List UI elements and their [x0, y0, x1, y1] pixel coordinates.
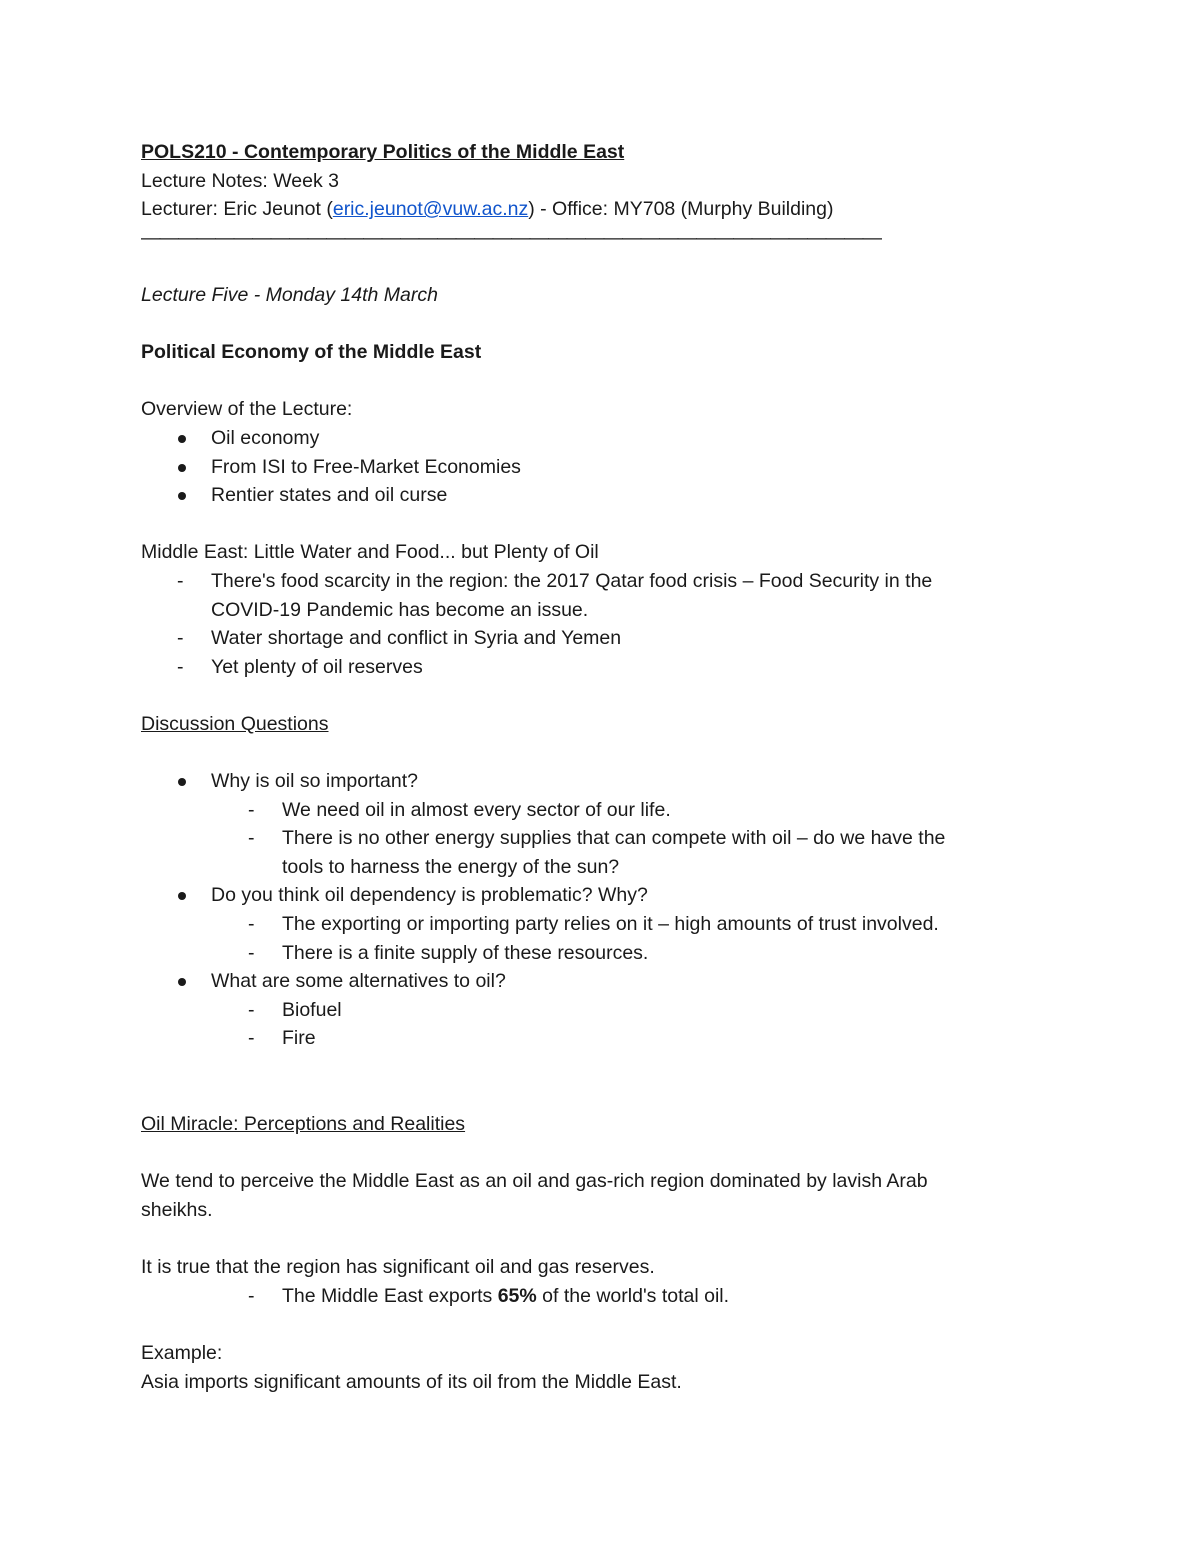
document-subtitle: Lecture Notes: Week 3 [141, 169, 339, 192]
answer-item: - Biofuel [141, 996, 1041, 1025]
email-link[interactable]: eric.jeunot@vuw.ac.nz [332, 198, 529, 221]
dash-marker: - [177, 627, 184, 650]
water-food-list [141, 567, 1041, 681]
section-title: Political Economy of the Middle East [141, 341, 482, 364]
paragraph-line: sheikhs. [141, 1198, 213, 1221]
list-item: - Water shortage and conflict in Syria and Yemen [141, 624, 1041, 653]
oil-miracle-heading: Oil Miracle: Perceptions and Realities [141, 1113, 466, 1136]
list-item: - Yet plenty of oil reserves [141, 653, 1041, 682]
bullet-icon [178, 778, 186, 786]
dash-marker: - [248, 998, 255, 1021]
answer-item: - There is a finite supply of these resources. [141, 939, 1041, 968]
lecturer-line [141, 195, 1041, 224]
dash-marker: - [177, 655, 184, 678]
list-item-continuation: COVID-19 Pandemic has become an issue. [211, 598, 589, 621]
answer-item: - We need oil in almost every sector of our life. [141, 796, 1041, 825]
export-suffix: of the world's total oil. [536, 1284, 730, 1307]
bullet-icon [178, 435, 186, 443]
answer-item-continuation: tools to harness the energy of the sun? [282, 855, 620, 878]
answer-item: - The exporting or importing party relies on it – high amounts of trust involved. [141, 910, 1041, 939]
dash-marker: - [177, 569, 184, 592]
question-item: Do you think oil dependency is problematic? Why? [141, 881, 1041, 910]
water-food-heading: Middle East: Little Water and Food... but Plenty of Oil [141, 541, 599, 564]
list-item: From ISI to Free-Market Economies [141, 453, 1041, 482]
list-item: - There's food scarcity in the region: the 2017 Qatar food crisis – Food Security in the [141, 567, 1041, 596]
dash-marker: - [248, 1027, 255, 1050]
bullet-icon [178, 464, 186, 472]
overview-list [141, 424, 1041, 510]
export-prefix: The Middle East exports [282, 1284, 498, 1307]
overview-heading: Overview of the Lecture: [141, 398, 353, 421]
horizontal-rule: ———————————————————————————————————————— [141, 226, 881, 249]
paragraph-line: It is true that the region has significant oil and gas reserves. [141, 1256, 655, 1279]
lecturer-suffix: ) - Office: MY708 (Murphy Building) [528, 198, 834, 221]
example-label: Example: [141, 1341, 223, 1364]
lecture-date: Lecture Five - Monday 14th March [141, 283, 438, 306]
list-item: Rentier states and oil curse [141, 481, 1041, 510]
dash-marker: - [248, 941, 255, 964]
bullet-icon [178, 492, 186, 500]
dash-marker: - [248, 1284, 255, 1307]
list-item: Oil economy [141, 424, 1041, 453]
answer-item: - There is no other energy supplies that can compete with oil – do we have the [141, 824, 1041, 853]
document-page [141, 138, 1041, 1396]
export-item [141, 1282, 1041, 1311]
discussion-heading: Discussion Questions [141, 712, 329, 735]
bullet-icon [178, 978, 186, 986]
question-item: Why is oil so important? [141, 767, 1041, 796]
bullet-icon [178, 892, 186, 900]
example-text: Asia imports significant amounts of its oil from the Middle East. [141, 1370, 682, 1393]
dash-marker: - [248, 798, 255, 821]
document-title: POLS210 - Contemporary Politics of the Middle East [141, 141, 625, 163]
dash-marker: - [248, 913, 255, 936]
discussion-list [141, 767, 1041, 1053]
dash-marker: - [248, 827, 255, 850]
paragraph-line: We tend to perceive the Middle East as an oil and gas-rich region dominated by lavish Arab [141, 1170, 928, 1193]
answer-item: - Fire [141, 1024, 1041, 1053]
question-item: What are some alternatives to oil? [141, 967, 1041, 996]
lecturer-prefix: Lecturer: Eric Jeunot ( [141, 198, 333, 221]
export-value: 65% [497, 1284, 537, 1307]
